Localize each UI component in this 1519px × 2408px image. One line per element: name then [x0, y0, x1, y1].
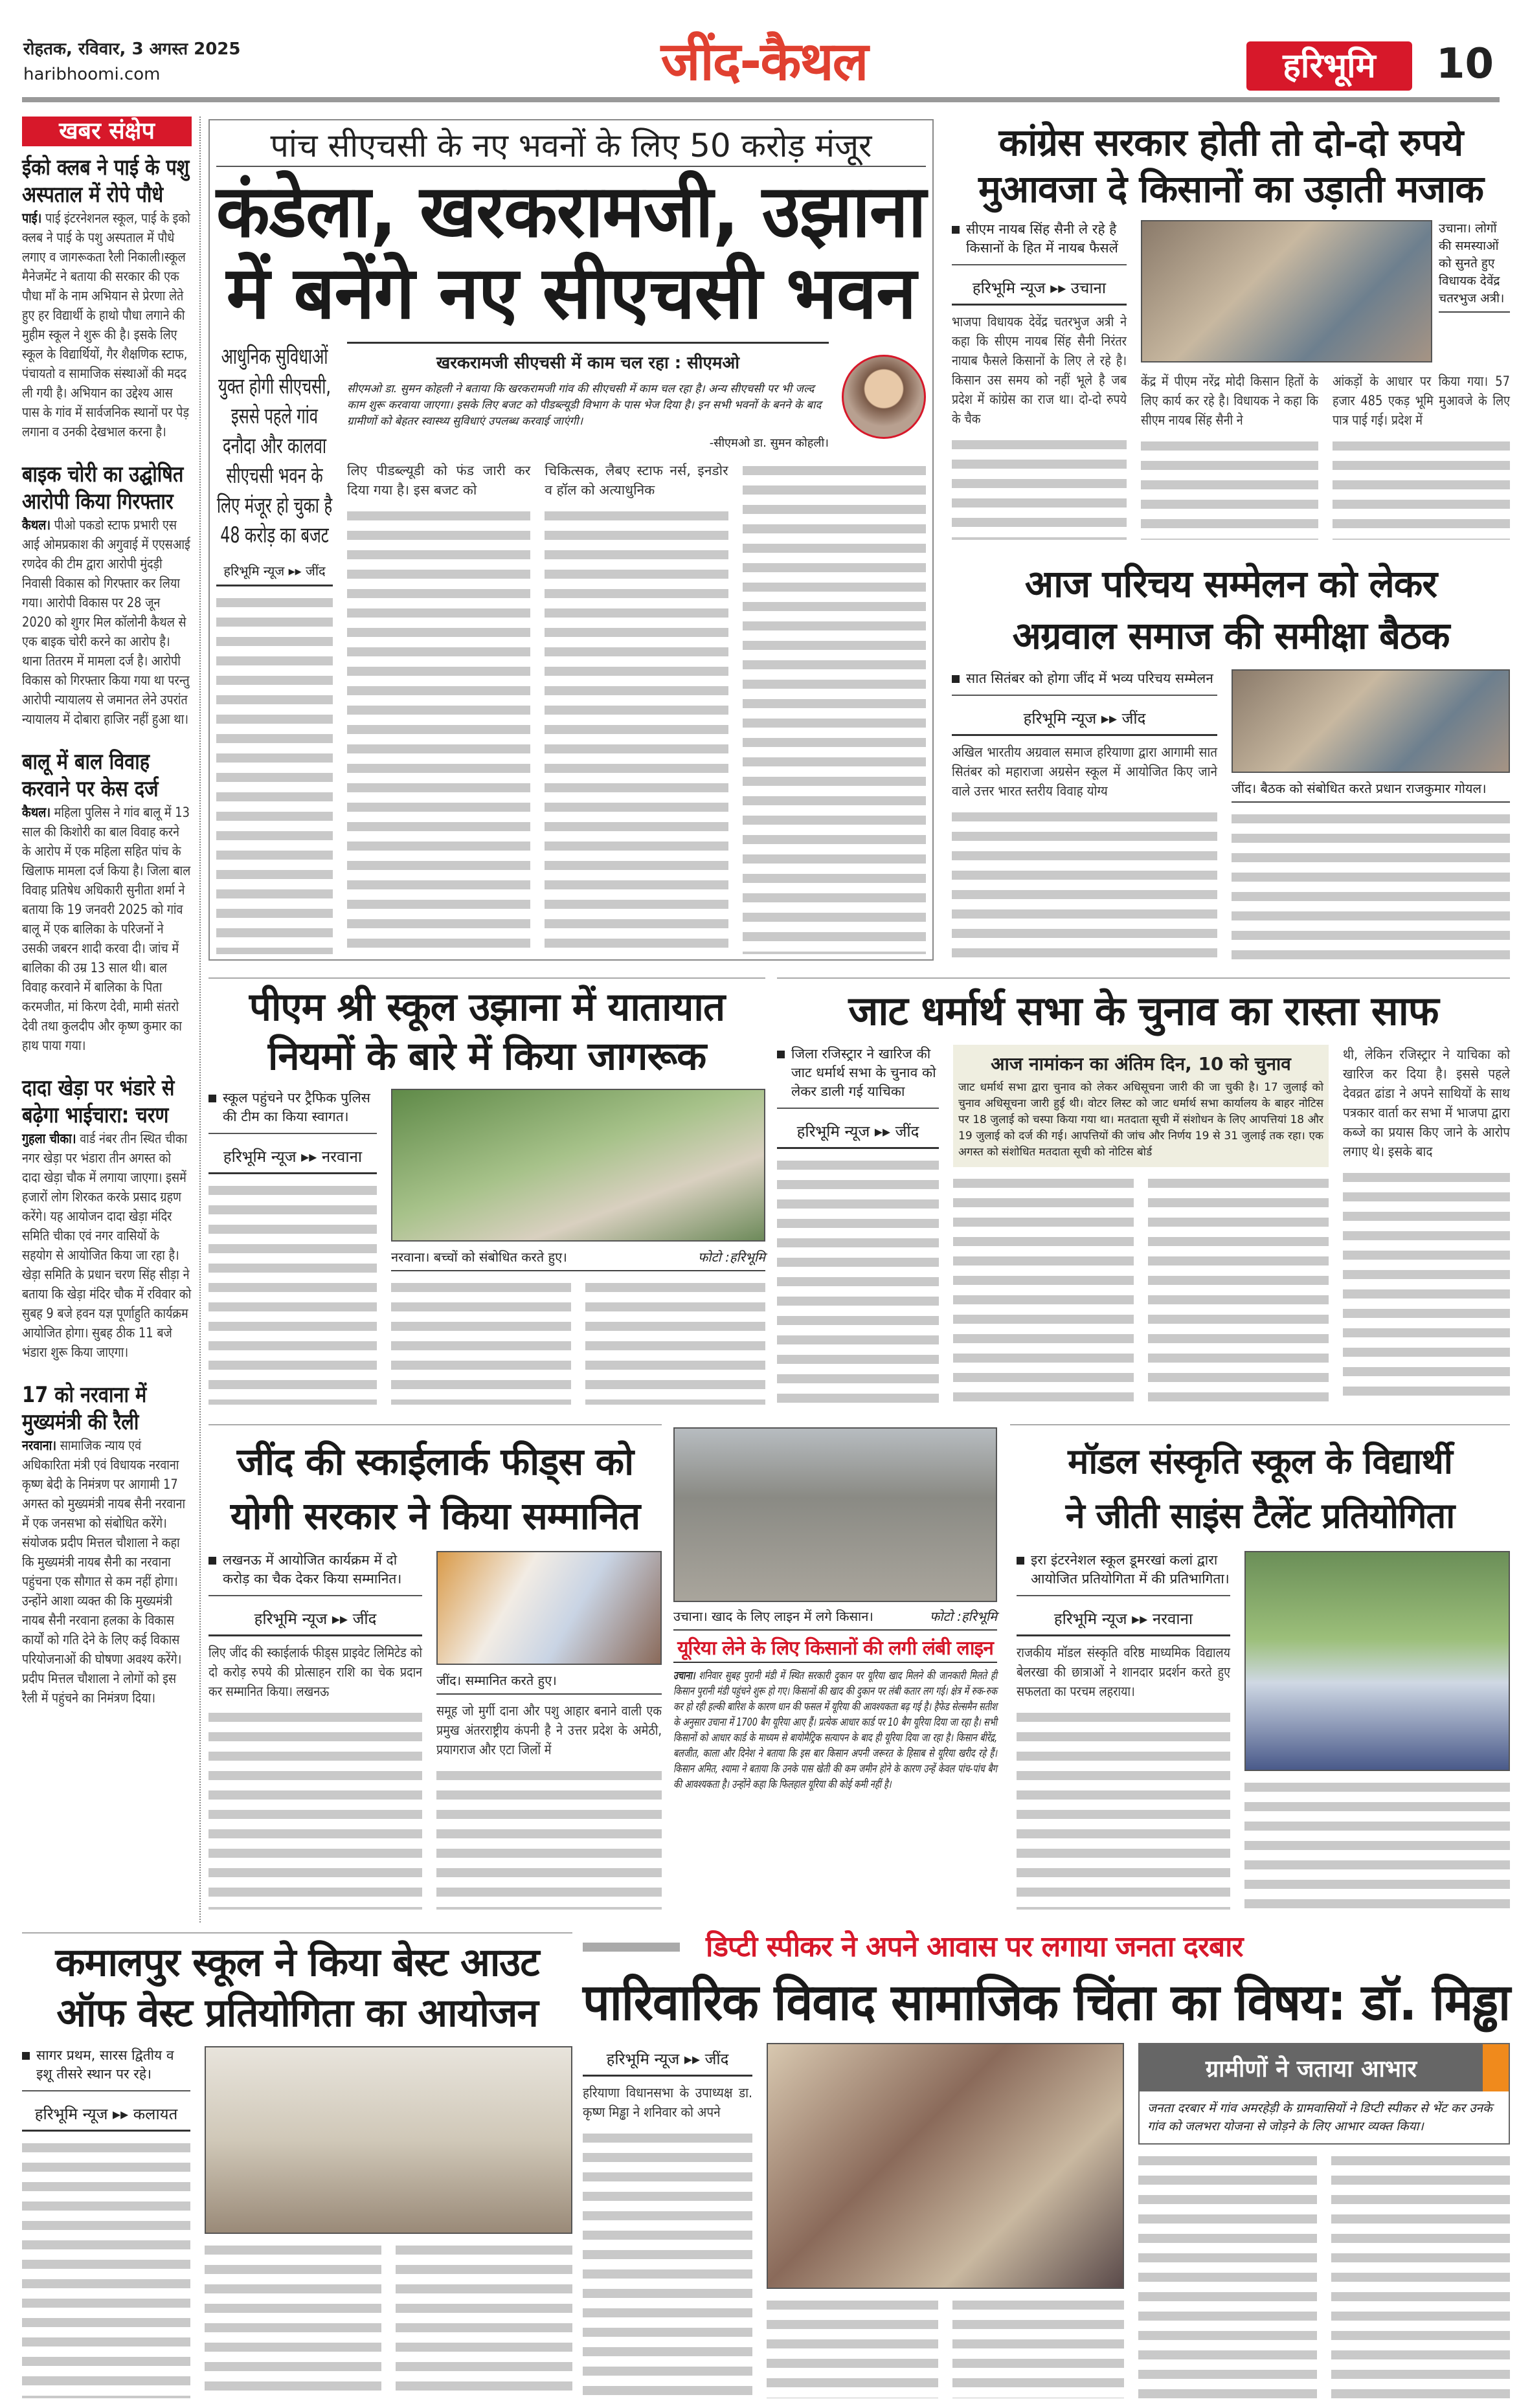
body-col-3: आंकड़ों के आधार पर किया गया। 57 हजार 485 एकड़ भूमि मुआवजे के लिए पात्र पाई गई। प्रदेश में: [1333, 373, 1510, 428]
main-body-col-2: लिए पीडब्ल्यूडी को फंड जारी कर दिया गया है। इस बजट को: [347, 461, 530, 954]
box-attribution: -सीएमओ डा. सुमन कोहली।: [709, 436, 829, 450]
byline: हरिभूमि न्यूज ▸▸ नरवाना: [208, 1141, 377, 1174]
skylark-story: [208, 1424, 662, 1910]
brief-title: 17 को नरवाना में मुख्यमंत्री की रैली: [22, 1382, 147, 1435]
brief-body: पाई इंटरनेशनल स्कूल, पाई के इको क्लब ने पाई के पशु अस्पताल में पौधे लगाए व जागरूकता रैली निकाली।स्कूल मैनेजमेंट ने बताया की सरकार की एक पौधा माँ के नाम अभियान से प्रेरणा लेते हुए हर विद्यार्थी के हाथो पौधा लगाने की मुहीम स्कूल ने शुरू की है। इसके लिए स्कूल के विद्यार्थियों, गैर शैक्षणिक स्टाफ, पंचायतो व सामाजिक संस्थाओं की मदद ली गयी है। अभियान का उद्देश्य आस पास के गांव में सार्वजनिक स्थानों पर पेड़ लगाना व उनकी देखभाल करना है।: [22, 210, 190, 440]
body-col-1: लिए जींद की स्काईलार्क फीड्स प्राइवेट लिमिटेड को दो करोड़ रुपये की प्रोत्साहन राशि का चेक प्रदान कर सम्मानित किया। लखनऊ: [208, 1645, 422, 1699]
body-col-1: [208, 1181, 377, 1405]
briefs-column: [22, 117, 192, 1708]
dateline: नरवाना।: [22, 1438, 57, 1453]
body-col-3: [396, 2240, 572, 2398]
photo-credit: फोटो :हरिभूमि: [697, 1249, 765, 1265]
urea-story: [673, 1427, 997, 1919]
gratitude-box: [1138, 2043, 1510, 2145]
headline: जींद की स्काईलार्क फीड्स को योगी सरकार ने किया सम्मानित: [230, 1440, 640, 1538]
body-col-1: [777, 1155, 939, 1405]
body-col-1: राजकीय मॉडल संस्कृति वरिष्ठ माध्यमिक विद्यालय बेलरखा की छात्राओं ने शानदार प्रदर्शन करते हुए सफलता का परचम लहराया।: [1017, 1645, 1230, 1699]
dateline: पाई।: [22, 210, 42, 226]
brief-body: पीओ पकडो स्टाफ प्रभारी एस आई ओमप्रकाश की अगुवाई में एएसआई रणदेव की टीम द्वारा आरोपी मुंदड़ी निवासी विकास को गिरफ्तार कर लिया गया। आरोपी विकास पर 28 जून 2020 को शुगर मिल कॉलोनी कैथल से एक बाइक चोरी करने का आरोप है। थाना तितरम में मामला दर्ज है। आरोपी विकास को गिरफ्तार किया गया था परन्तु आरोपी न्यायालय से जमानत लेने उपरांत न्यायालय में दोबारा हाजिर नहीं हुआ था।: [22, 517, 190, 727]
dateline: उचाना।: [673, 1669, 695, 1682]
briefs-label: खबर संक्षेप: [22, 117, 192, 146]
photo-caption: नरवाना। बच्चों को संबोधित करते हुए। फोटो :हरिभूमि: [391, 1248, 765, 1271]
sub-bullet: सागर प्रथम, सारस द्वितीय व इशू तीसरे स्थान पर रहे।: [22, 2046, 190, 2091]
brief-item: [22, 748, 192, 1055]
brief-item: [22, 1381, 192, 1708]
body-col-5: [1331, 2151, 1510, 2398]
photo-caption: जींद। सम्मानित करते हुए।: [436, 1671, 662, 1695]
body-col-2: [1232, 809, 1510, 959]
photo-caption: जींद। बैठक को संबोधित करते प्रधान राजकुमार गोयल।: [1232, 779, 1510, 803]
headline: कांग्रेस सरकार होती तो दो-दो रुपये मुआवजा दे किसानों का उड़ाती मजाक: [978, 120, 1483, 211]
body-col-3: [952, 2295, 1124, 2398]
sub-bullet: लखनऊ में आयोजित कार्यक्रम में दो करोड़ का चैक देकर किया सम्मानित।: [208, 1551, 422, 1596]
column-divider: [199, 117, 201, 1923]
body-col-2: केंद्र में पीएम नरेंद्र मोदी किसान हितों के लिए कार्य कर रहे है। विधायक ने कहा कि सीएम नायब सिंह सैनी ने: [1141, 373, 1318, 428]
header-rule: [22, 97, 1500, 102]
brief-body: महिला पुलिस ने गांव बालू में 13 साल की किशोरी का बाल विवाह करने के आरोप में एक महिला सहित पांच के खिलाफ मामला दर्ज किया है। जिला बाल विवाह प्रतिषेध अधिकारी सुनीता शर्मा ने बताया कि 19 जनवरी 2025 को गांव बालू में एक बालिका के परिजनों ने उसकी जबरन शादी करवा दी। जांच में बालिका की उम्र 13 साल थी। बाल विवाह करवाने में बालिका के पिता करमजीत, मां किरण देवी, मामी संतरो देवी तथा कुलदीप और कृष्ण कुमार का हाथ पाया गया।: [22, 805, 191, 1053]
section-title: जींद-कैथल: [660, 31, 868, 93]
deputy-speaker-story: [583, 1929, 1510, 2398]
dateline: कैथल।: [22, 517, 51, 533]
janta-darbar-photo: [767, 2043, 1124, 2289]
edition-date: रोहतक, रविवार, 3 अगस्त 2025: [23, 39, 241, 59]
award-cheque-photo: [436, 1551, 662, 1665]
sub-bullet: इरा इंटरनेशल स्कूल डूमरखां कलां द्वारा आयोजित प्रतियोगिता में की प्रतिभागिता।: [1017, 1551, 1230, 1596]
agrawal-story: [952, 558, 1510, 959]
headline: पीएम श्री स्कूल उझाना में यातायात नियमों के बारे में किया जागरूक: [249, 985, 725, 1079]
body-col-3: [1148, 1174, 1329, 1405]
kicker-arrow-icon: [583, 1943, 680, 1952]
sub-bullet: सात सितंबर को होगा जींद में भव्य परिचय सम्मेलन: [952, 669, 1217, 696]
byline: हरिभूमि न्यूज ▸▸ जींद: [583, 2043, 752, 2077]
meeting-photo: [1232, 669, 1510, 773]
brief-title: दादा खेड़ा पर भंडारे से बढ़ेगा भाईचारा: चरण: [22, 1075, 175, 1128]
body-col-4: [1138, 2151, 1317, 2398]
kicker: पांच सीएचसी के नए भवनों के लिए 50 करोड़ मंजूर: [216, 126, 926, 167]
kamalpur-story: [22, 1932, 572, 2398]
sub-bullet: स्कूल पहुंचने पर ट्रैफिक पुलिस की टीम का किया स्वागत।: [208, 1089, 377, 1134]
box-body: सीएमओ डा. सुमन कोहली ने बताया कि खरकरामजी गांव की सीएचसी में काम चल रहा है। अन्य सीएचसी पर भी जल्द काम शुरू करवाया जाएगा। इसके लिए बजट को पीडब्ल्यूडी विभाग के पास भेज दिया है। इन सभी भवनों के बनने के बाद ग्रामीणों को बेहतर स्वास्थ्य सुविधाएं उपलब्ध करवाई जाएंगी।: [347, 383, 822, 428]
byline: हरिभूमि न्यूज ▸▸ जींद: [208, 1603, 422, 1636]
headline: आज परिचय सम्मेलन को लेकर अग्रवाल समाज की समीक्षा बैठक: [1012, 562, 1450, 658]
brief-title: बाइक चोरी का उद्घोषित आरोपी किया गिरफ्तार: [22, 462, 184, 515]
model-school-story: [1010, 1424, 1510, 1910]
body-col-1: अखिल भारतीय अग्रवाल समाज हरियाणा द्वारा आगामी सात सितंबर को महाराजा अग्रसेन स्कूल में आयोजित किए जाने वाले उत्तर भारत स्तरीय विवाह योग्य: [952, 744, 1217, 799]
box-title: खरकरामजी सीएचसी में काम चल रहा : सीएमओ: [436, 353, 740, 373]
box-title: आज नामांकन का अंतिम दिन, 10 को चुनाव: [991, 1053, 1291, 1075]
body-col-3: [585, 1278, 765, 1405]
headline: पारिवारिक विवाद सामाजिक चिंता का विषय: डॉ. मिड्ढा: [583, 1974, 1511, 2032]
main-body-col-3: चिकित्सक, लैबए स्टाफ नर्स, इनडोर व हॉल को अत्याधुनिक: [545, 461, 728, 954]
brief-item: [22, 1075, 192, 1362]
deck: आधुनिक सुविधाओं युक्त होगी सीएचसी, इससे पहले गांव दनौदा और कालवा सीएचसी भवन के लिए मंजूर हो चुका है 48 करोड़ का बजट: [216, 344, 333, 548]
headline: कंडेला, खरकरामजी, उझाना में बनेंगे नए सीएचसी भवन: [216, 170, 926, 335]
page-number: 10: [1436, 40, 1494, 88]
site-url[interactable]: haribhoomi.com: [23, 65, 161, 84]
byline: हरिभूमि न्यूज ▸▸ जींद: [952, 702, 1217, 736]
kicker: डिप्टी स्पीकर ने अपने आवास पर लगाया जनता दरबार: [706, 1930, 1243, 1963]
byline: हरिभूमि न्यूज ▸▸ उचाना: [952, 272, 1127, 306]
urea-body: उचाना। शनिवार सुबह पुरानी मंडी में स्थित सरकारी दुकान पर यूरिया खाद मिलने की जानकारी मिलते ही किसान पुरानी मंडी पहुंचने शुरू हो गए। किसानों की खाद की दुकान पर लंबी कतार लग गई। क्षेत्र में रुक-रुक कर हो रही हल्की बारिश के कारण धान की फसल में यूरिया की आवश्यकता बढ़ गई है। हैफेड सेल्समैन सतीश के अनुसार उचाना में 1700 बैग यूरिया आए हैं। प्रत्येक आधार कार्ड पर 10 बैग यूरिया दिया जा रहा है। सभी किसानों को आधार कार्ड के माध्यम से बायोमैट्रिक सत्यापन के बाद ही यूरिया दिया जा रहा है। किसान बीरेंद्र, बलजीत, काला और दिनेश ने बताया कि इस बार किसान अपनी जरूरत के हिसाब से यूरिया खरीद रहे हैं। किसान अमित, श्यामा ने बताया कि उनके पास खेती की कम जमीन होने के कारण उन्हें केवल पांच-पांच बैग की आवश्यकता है। उन्होंने कहा कि फिलहाल यूरिया की कोई कमी नहीं है।: [673, 1669, 997, 1791]
school-event-photo: [391, 1089, 765, 1242]
photo-caption: उचाना। लोगों की समस्याओं को सुनते हुए विधायक देवेंद्र चतरभुज अत्री।: [1439, 220, 1510, 313]
body-col-2: [1244, 1778, 1510, 1910]
body-col-4: थी, लेकिन रजिस्ट्रार ने याचिका को खारिज कर दिया है। इससे पहले देवव्रत ढांडा ने अपने साथियों के साथ पत्रकार वार्ता कर सभा में भाजपा द्वारा कब्जे का प्रयास किए जाने के आरोप लगाए थे। इसके बाद: [1343, 1047, 1510, 1159]
body-col-1: [22, 2138, 190, 2398]
byline: हरिभूमि न्यूज ▸▸ नरवाना: [1017, 1603, 1230, 1636]
photo-caption: उचाना। खाद के लिए लाइन में लगे किसान। फोटो :हरिभूमि: [673, 1607, 997, 1631]
box-body: जाट धर्मार्थ सभा द्वारा चुनाव को लेकर अधिसूचना जारी की जा चुकी है। 17 जुलाई को चुनाव अधिसूचना जारी हुई थी। वोटर लिस्ट को जाट धर्मार्थ सभा कार्यालय के बाहर नोटिस पर 18 जुलाई को चस्पा किया गया था। मतदाता सूची में संशोधन के लिए आपत्तियां 18 और 19 जुलाई को दर्ज की गई। आपत्तियों की जांच और निर्णय 19 से 31 जुलाई तक रहा। एक अगस्त को संशोधित मतदाता सूची को नोटिस बोर्ड: [958, 1081, 1323, 1159]
headline: जाट धर्मार्थ सभा के चुनाव का रास्ता साफ: [848, 987, 1439, 1034]
dateline: कैथल।: [22, 805, 51, 820]
pm-shri-story: [208, 977, 765, 1405]
body-col-2: [205, 2240, 381, 2398]
cmo-photo: [842, 355, 926, 439]
headline: यूरिया लेने के लिए किसानों की लगी लंबी लाइन: [673, 1636, 997, 1663]
cmo-quote-box: [347, 342, 829, 451]
body-col-2: [391, 1278, 571, 1405]
box-body: जनता दरबार में गांव अमरहेड़ी के ग्रामवासियों ने डिप्टी स्पीकर से भेंट कर उनके गांव को जलभरा योजना से जोड़ने के लिए आभार व्यक्त किया।: [1147, 2101, 1492, 2134]
body-col-2: [767, 2295, 938, 2398]
nomination-box: [953, 1045, 1329, 1167]
farmers-queue-photo: [673, 1427, 997, 1602]
byline: हरिभूमि न्यूज ▸▸ जींद: [216, 557, 333, 586]
headline: कमालपुर स्कूल ने किया बेस्ट आउट ऑफ वेस्ट प्रतियोगिता का आयोजन: [55, 1940, 539, 2036]
body-col-2: [953, 1174, 1134, 1405]
body-col-2: समूह जो मुर्गी दाना और पशु आहार बनाने वाली एक प्रमुख अंतरराष्ट्रीय कंपनी है ने उत्तर प्रदेश के अमेठी, प्रयागराज और एटा जिलों में: [436, 1703, 662, 1757]
body-col-1: भाजपा विधायक देवेंद्र चतरभुज अत्री ने कहा कि सीएम नायब सिंह सैनी निरंतर नायाब फैसले किसानों के लिए ले रहे है। किसान उस समय को नहीं भूले है जब प्रदेश में कांग्रेस का राज था। दो-दो रुपये के चैक: [952, 314, 1127, 427]
photo-credit: फोटो :हरिभूमि: [929, 1609, 997, 1624]
brief-body: वार्ड नंबर तीन स्थित चीका नगर खेड़ा पर भंडारा तीन अगस्त को दादा खेड़ा चौक में लगाया जाएगा। इसमें हजारों लोग शिरकत करके प्रसाद ग्रहण करेंगे। यह आयोजन दादा खेड़ा मंदिर समिति चीका एवं नगर वासियों के सहयोग से आयोजित किया जा रहा है। खेड़ा समिति के प्रधान चरण सिंह सीड़ा ने बताया कि खेड़ा मंदिर चौक में रविवार को सुबह 9 बजे हवन यज्ञ पूर्णाहुति कार्यक्रम आयोजित होगा। सुबह ठीक 11 बजे भंडारा शुरू किया जाएगा।: [22, 1131, 192, 1360]
main-body-col-1: [216, 593, 333, 954]
byline: हरिभूमि न्यूज ▸▸ कलायत: [22, 2098, 190, 2132]
sub-bullet: जिला रजिस्ट्रार ने खारिज की जाट धर्मार्थ सभा के चुनाव को लेकर डाली गई याचिका: [777, 1045, 939, 1109]
students-photo: [1244, 1551, 1510, 1771]
legislator-meeting-photo: [1141, 220, 1432, 362]
body-col-1: हरियाणा विधानसभा के उपाध्यक्ष डा. कृष्ण मिड्ढा ने शनिवार को अपने: [583, 2085, 752, 2120]
headline: मॉडल संस्कृति स्कूल के विद्यार्थी ने जीती साइंस टैलेंट प्रतियोगिता: [1065, 1441, 1455, 1536]
dateline: गुहला चीका।: [22, 1131, 76, 1146]
brief-title: बालू में बाल विवाह करवाने पर केस दर्ज: [22, 749, 159, 802]
competition-photo: [205, 2046, 572, 2234]
box-title: ग्रामीणों ने जताया आभार: [1140, 2044, 1509, 2091]
congress-story: [952, 119, 1510, 540]
sub-bullet: सीएम नायब सिंह सैनी ले रहे है किसानों के हित में नायब फैसलें: [952, 220, 1127, 265]
brief-body: सामाजिक न्याय एवं अधिकारिता मंत्री एवं विधायक नरवाना कृष्ण बेदी के निमंत्रण पर आगामी 17 अगस्त को मुख्यमंत्री नायब सैनी नरवाना में एक जनसभा को संबोधित करेंगे। संयोजक प्रदीप मित्तल चौशाला ने कहा कि मुख्यमंत्री नायब सैनी का नरवाना पहुंचना एक सौगात से कम नहीं होगा। उन्होंने आशा व्यक्त की कि मुख्यमंत्री नायब सैनी नरवाना हलका के विकास कार्यों को गति देने के लिए कई विकास परियोजनाओं की घोषणा अवश्य करेंगे। प्रदीप मित्तल चौशाला ने लोगों को इस रैली में पहुंचने का निमंत्रण दिया।: [22, 1438, 186, 1706]
jat-story: [777, 977, 1510, 1405]
brief-title: ईको क्लब ने पाई के पशु अस्पताल में रोपे पौधे: [22, 155, 190, 208]
brief-item: [22, 461, 192, 729]
brand-logo: हरिभूमि: [1246, 41, 1412, 91]
masthead: [0, 0, 1519, 113]
brief-item: [22, 154, 192, 441]
main-story: [208, 119, 934, 961]
main-body-col-4: [743, 461, 926, 954]
byline: हरिभूमि न्यूज ▸▸ जींद: [777, 1115, 939, 1149]
